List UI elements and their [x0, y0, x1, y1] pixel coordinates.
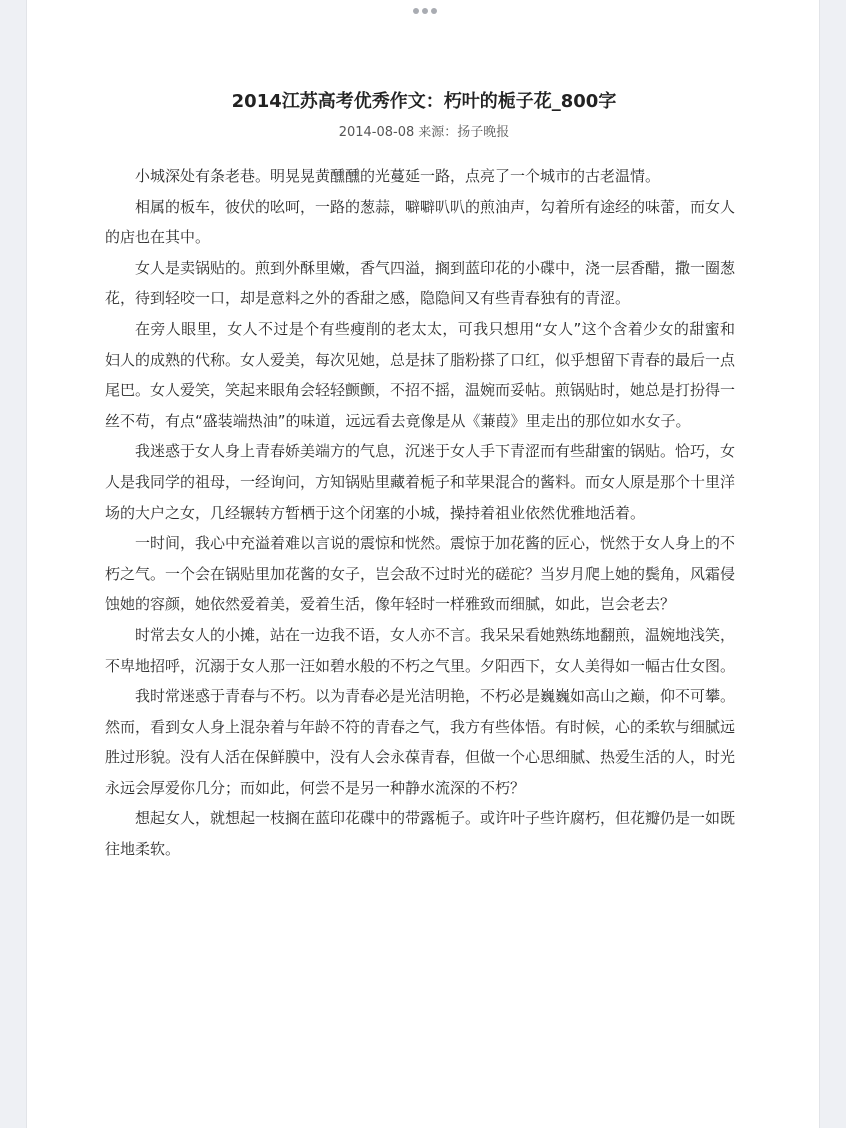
article-paragraph: 时常去女人的小摊，站在一边我不语，女人亦不言。我呆呆看她熟练地翻煎，温婉地浅笑，不卑地招呼，沉溺于女人那一汪如碧水般的不朽之气里。夕阳西下，女人美得如一幅古仕女图。	[105, 625, 736, 675]
document-page	[26, 0, 820, 1128]
article-paragraph: 一时间，我心中充溢着难以言说的震惊和恍然。震惊于加花酱的匠心，恍然于女人身上的不朽之气。一个会在锅贴里加花酱的女子，岂会敌不过时光的磋砣？当岁月爬上她的鬓角，风霜侵蚀她的容颜，她依然爱着美，爱着生活，像年轻时一样雅致而细腻，如此，岂会老去？	[105, 534, 736, 614]
article-paragraph: 想起女人，就想起一枝搁在蓝印花碟中的带露栀子。或许叶子些许腐朽，但花瓣仍是一如既往地柔软。	[105, 809, 736, 859]
article-paragraph: 女人是卖锅贴的。煎到外酥里嫩，香气四溢，搁到蓝印花的小碟中，浇一层香醋，撒一圈葱花，待到轻咬一口，却是意料之外的香甜之感，隐隐间又有些青春独有的青涩。	[105, 258, 736, 308]
article-paragraph: 相属的板车，彼伏的吆呵，一路的葱蒜，噼噼叭叭的煎油声，勾着所有途经的味蕾，而女人的店也在其中。	[105, 197, 736, 247]
article-title: 2014江苏高考优秀作文：朽叶的栀子花_800字	[231, 91, 617, 112]
article-paragraph: 小城深处有条老巷。明晃晃黄醺醺的光蔓延一路，点亮了一个城市的古老温情。	[135, 167, 661, 185]
more-options-icon[interactable]	[413, 6, 437, 16]
dot-icon	[422, 8, 428, 14]
article-paragraph: 我迷惑于女人身上青春娇美端方的气息，沉迷于女人手下青涩而有些甜蜜的锅贴。恰巧，女人是我同学的祖母，一经询问，方知锅贴里藏着栀子和苹果混合的酱料。而女人原是那个十里洋场的大户之女，几经辗转方暂栖于这个闭塞的小城，操持着祖业依然优雅地活着。	[105, 442, 736, 522]
article-paragraph: 在旁人眼里，女人不过是个有些瘦削的老太太，可我只想用“女人”这个含着少女的甜蜜和妇人的成熟的代称。女人爱美，每次见她，总是抹了脂粉搽了口红，似乎想留下青春的最后一点尾巴。女人爱笑，笑起来眼角会轻轻颤颤，不招不摇，温婉而妥帖。煎锅贴时，她总是打扮得一丝不苟，有点“盛装端热油”的味道，远远看去竟像是从《蒹葭》里走出的那位如水女子。	[105, 319, 736, 430]
dot-icon	[431, 8, 437, 14]
article-source: 扬子晚报	[457, 125, 510, 140]
article-paragraph: 我时常迷惑于青春与不朽。以为青春必是光洁明艳，不朽必是巍巍如高山之巅，仰不可攀。然而，看到女人身上混杂着与年龄不符的青春之气，我方有些体悟。有时候，心的柔软与细腻远胜过形貌。没有人活在保鲜膜中，没有人会永葆青春，但做一个心思细腻、热爱生活的人，时光永远会厚爱你几分；而如此，何尝不是另一种静水流深的不朽？	[105, 687, 736, 797]
article-source-label: 来源：	[418, 125, 458, 140]
dot-icon	[413, 8, 419, 14]
article-meta	[27, 123, 821, 143]
article-date: 2014-08-08	[338, 125, 415, 140]
article-body	[105, 161, 735, 865]
